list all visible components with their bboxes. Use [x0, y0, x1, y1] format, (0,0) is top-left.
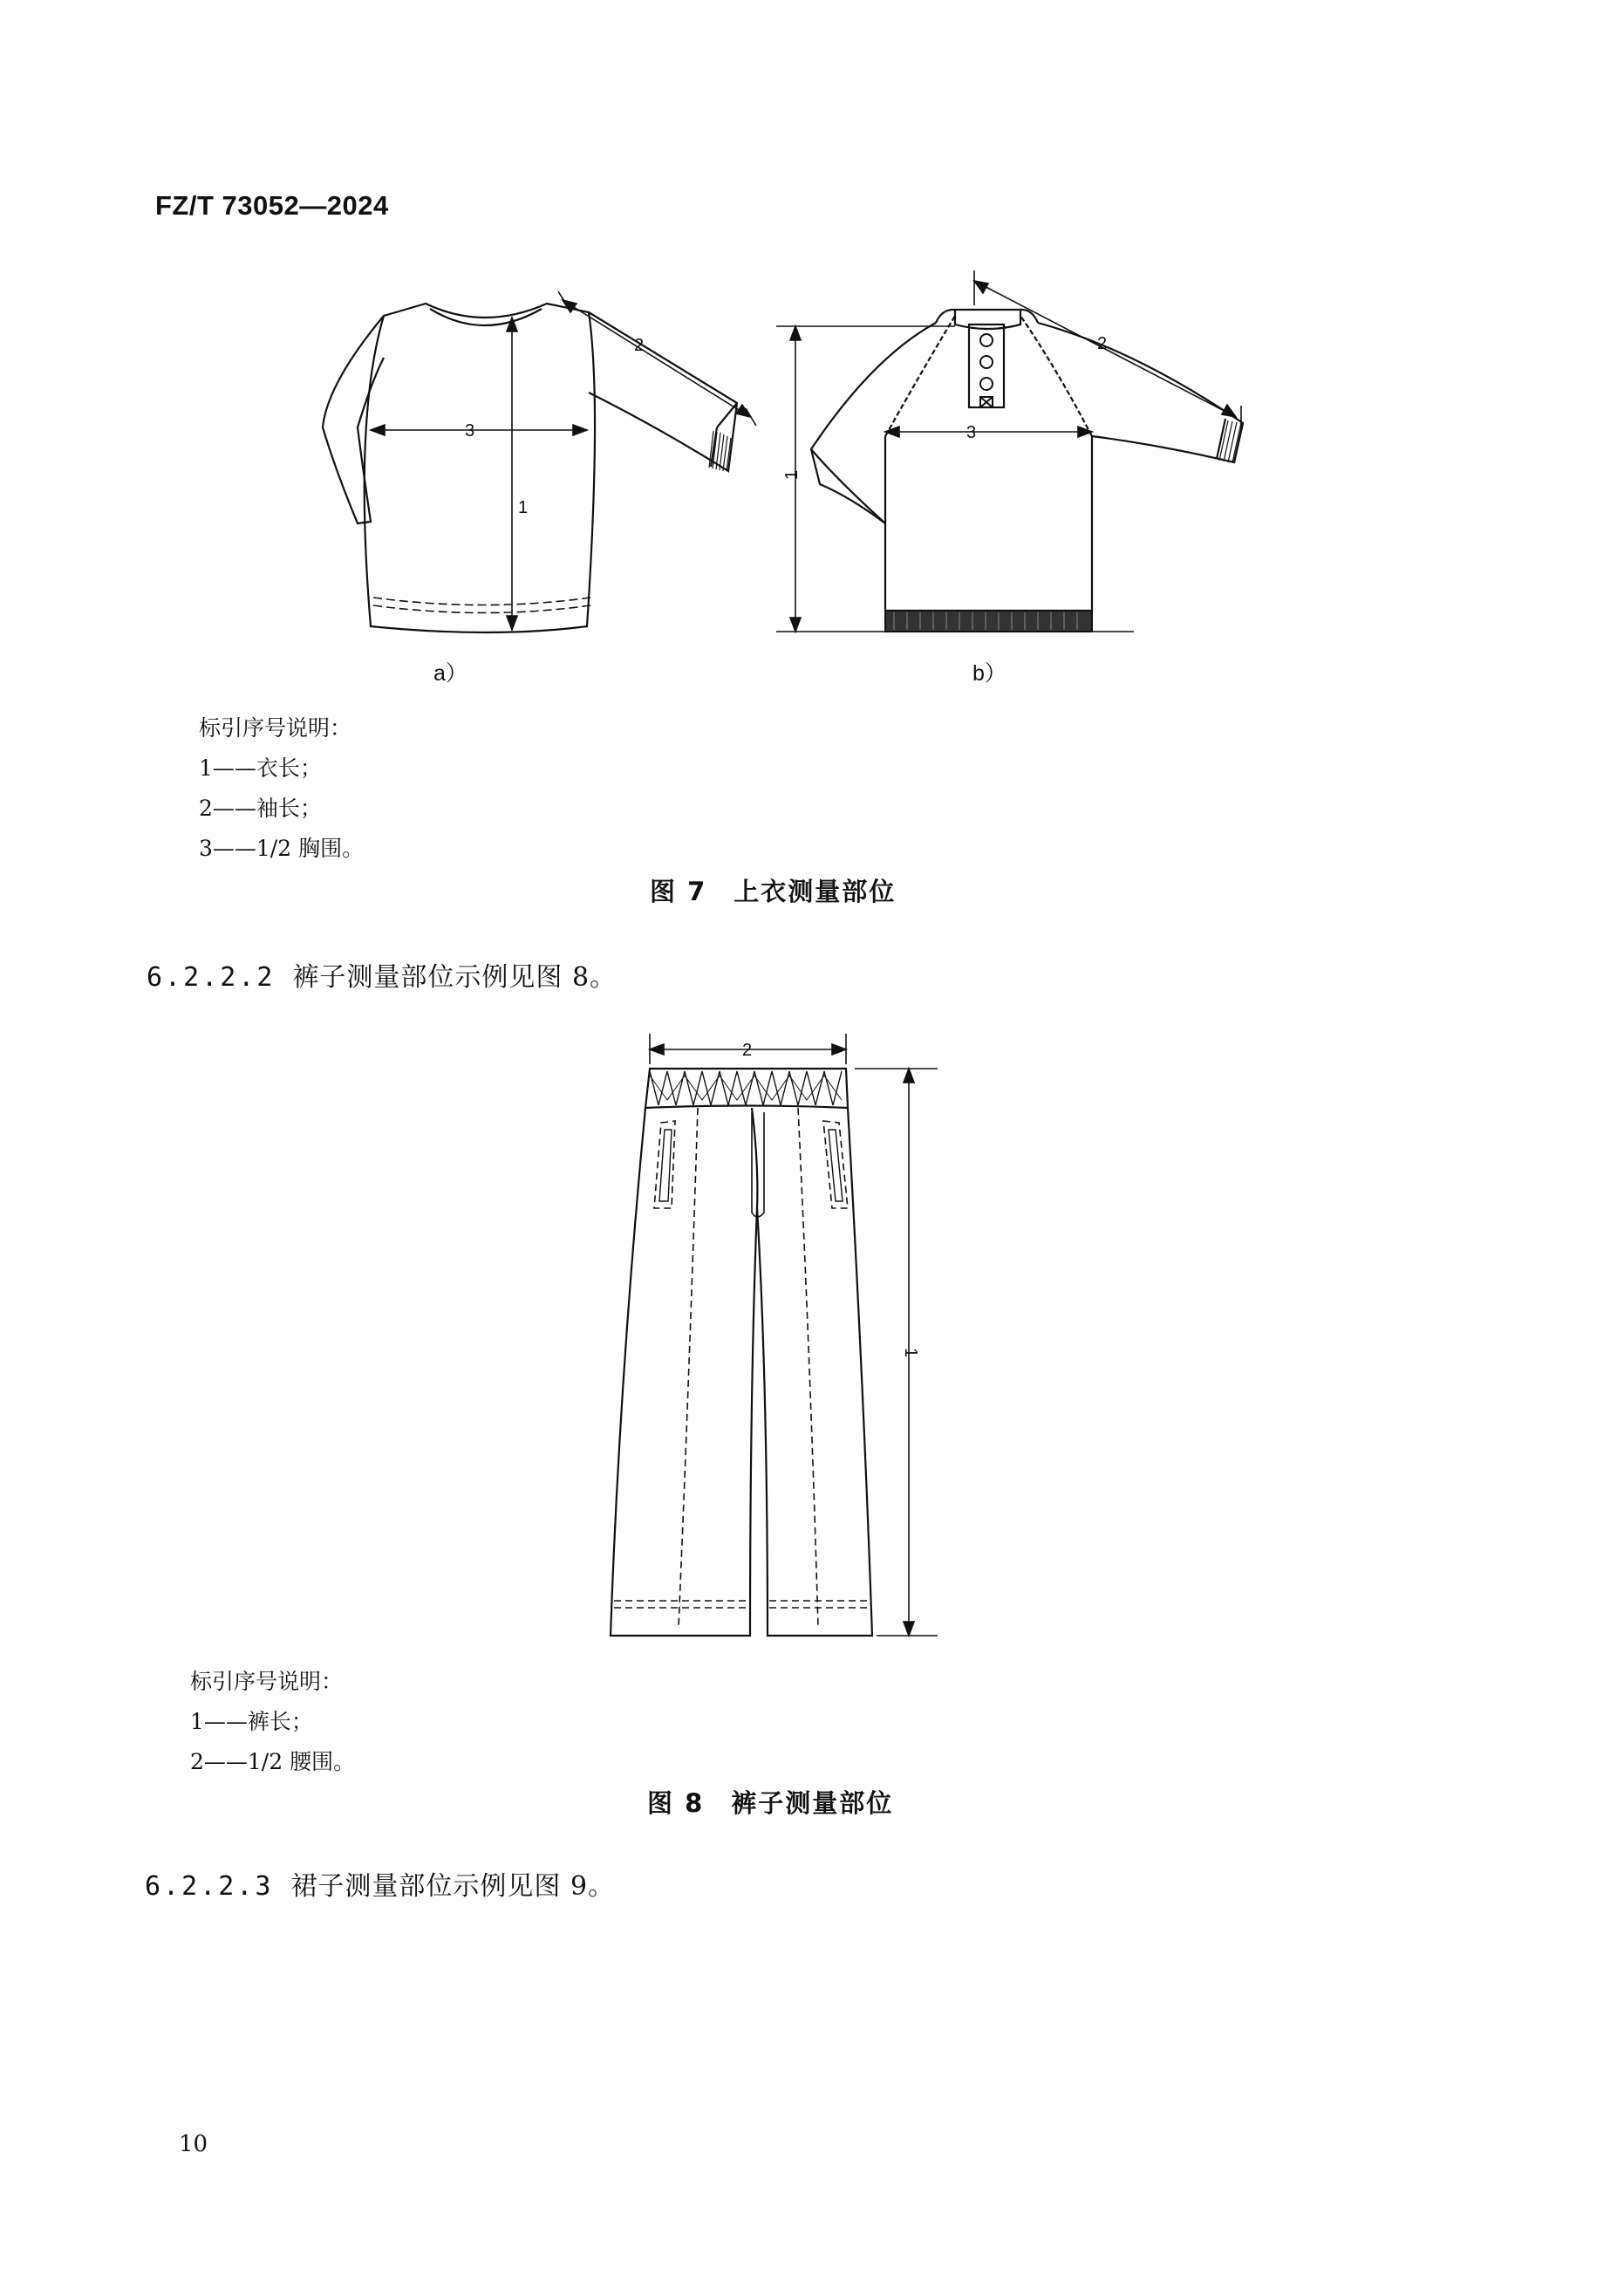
figure8-caption: 图 8 裤子测量部位 [647, 1788, 894, 1818]
figure7b-callout-1: 1 [782, 469, 802, 480]
figure7b-label: b） [972, 661, 1006, 686]
page-number: 10 [179, 2131, 208, 2157]
figure8-diagram [602, 1034, 942, 1644]
figure8-legend [190, 1662, 355, 1782]
figure7-legend-item-1: 1——衣长； [199, 755, 322, 781]
figure8-legend-item-1: 1——裤长； [190, 1709, 313, 1734]
figure7a-callout-3: 3 [465, 421, 475, 441]
figure7a-label: a） [433, 661, 467, 686]
figure7-legend-title: 标引序号说明： [199, 715, 352, 741]
figure8-legend-title: 标引序号说明： [190, 1669, 344, 1694]
clause-6-2-2-2 [147, 955, 617, 994]
clause-text: 裤子测量部位示例见图 8。 [292, 962, 618, 993]
figure8-callout-2: 2 [742, 1041, 753, 1060]
figure7b-callout-3: 3 [966, 423, 977, 442]
figure8-callout-1: 1 [901, 1348, 920, 1358]
figure7-legend-item-2: 2——袖长； [199, 796, 322, 821]
clause-text: 裙子测量部位示例见图 9。 [290, 1871, 616, 1902]
clause-number: 6.2.2.2 [147, 962, 276, 993]
figure7a-diagram [310, 288, 763, 637]
clause-number: 6.2.2.3 [145, 1871, 274, 1902]
figure8-legend-item-2: 2——1/2 腰围。 [190, 1749, 356, 1774]
figure7-caption: 图 7 上衣测量部位 [650, 877, 897, 906]
figure7a-callout-1: 1 [518, 498, 529, 517]
figure7-legend [199, 708, 364, 869]
figure7a-callout-2: 2 [634, 336, 645, 355]
standard-code: FZ/T 73052—2024 [155, 190, 389, 221]
figure7b-callout-2: 2 [1097, 334, 1108, 353]
figure7-legend-item-3: 3——1/2 胸围。 [199, 836, 365, 861]
clause-6-2-2-3 [145, 1864, 615, 1903]
figure7b-diagram [768, 262, 1256, 637]
